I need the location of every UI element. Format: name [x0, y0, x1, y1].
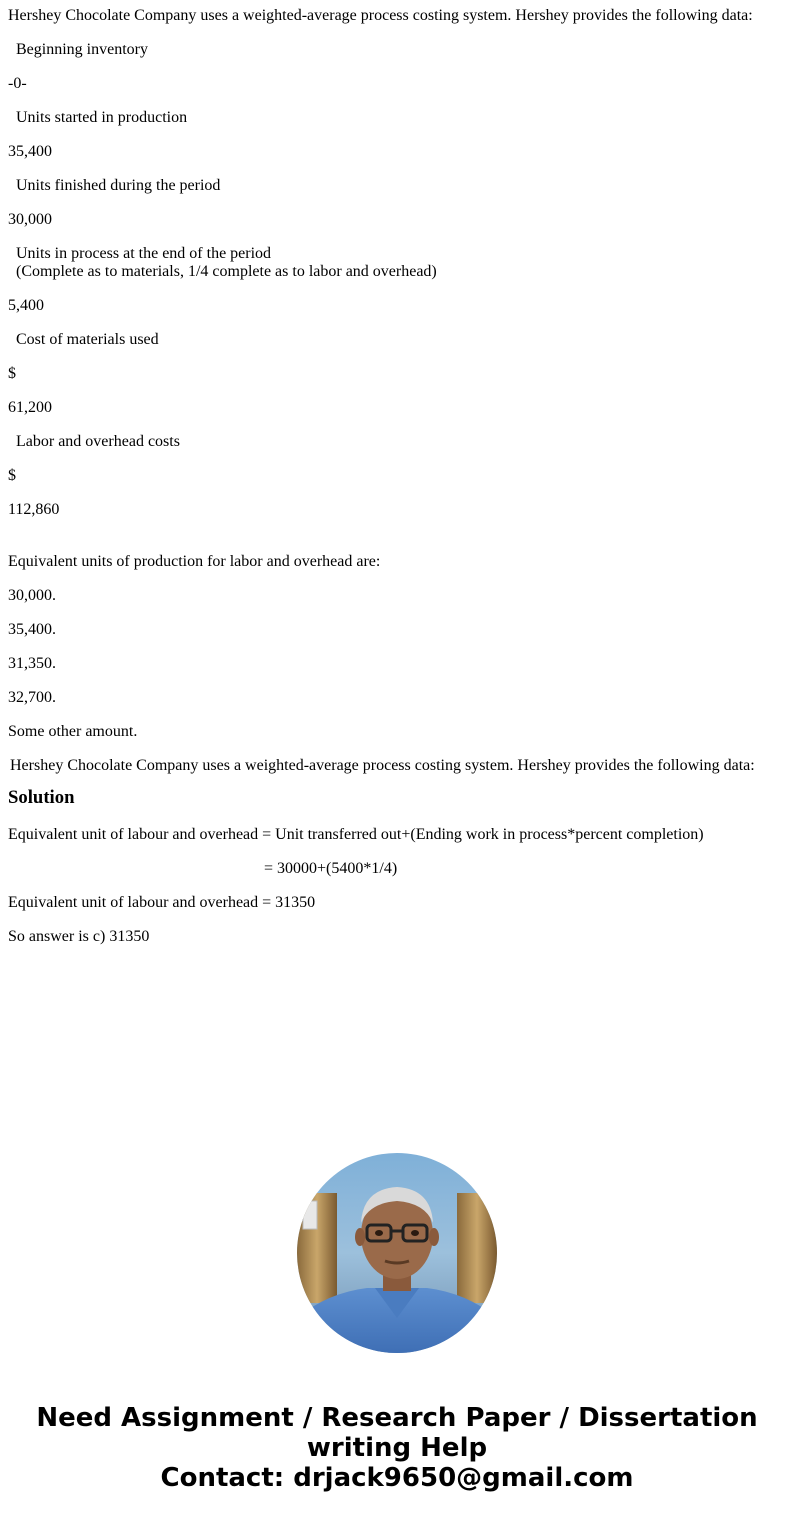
row-label-units-in-process	[8, 237, 786, 289]
row-label-labor-overhead: Labor and overhead costs	[16, 433, 180, 450]
question-intro-repeat: Hershey Chocolate Company uses a weighted-average process costing system. Hershey provides the following data:	[10, 757, 755, 774]
promo-banner	[0, 1403, 794, 1493]
option-a: 30,000.	[8, 587, 56, 604]
row-value-units-finished: 30,000	[8, 211, 52, 228]
promo-line-2: writing Help	[306, 1433, 488, 1463]
spacer	[8, 527, 786, 545]
solution-line-2: = 30000+(5400*1/4)	[264, 860, 398, 877]
row-value-materials-cost: 61,200	[8, 399, 52, 416]
tutor-avatar	[297, 1153, 497, 1353]
option-d: 32,700.	[8, 689, 56, 706]
tutor-photo	[297, 1153, 497, 1353]
units-in-process-label: Units in process at the end of the period	[16, 245, 272, 262]
promo-line-1: Need Assignment / Research Paper / Dissertation	[36, 1403, 758, 1433]
row-label-beginning-inventory: Beginning inventory	[16, 41, 148, 58]
option-b: 35,400.	[8, 621, 56, 638]
row-label-units-started: Units started in production	[16, 109, 188, 126]
option-c: 31,350.	[8, 655, 56, 672]
row-currency-materials-cost: $	[8, 365, 16, 382]
promo-contact: Contact: drjack9650@gmail.com	[160, 1463, 634, 1493]
solution-line-1: Equivalent unit of labour and overhead = Unit transferred out+(Ending work in process*percent completion)	[8, 826, 704, 843]
option-e: Some other amount.	[8, 723, 138, 740]
row-label-materials-cost: Cost of materials used	[16, 331, 159, 348]
row-value-labor-overhead: 112,860	[8, 501, 60, 518]
solution-line-4: So answer is c) 31350	[8, 928, 150, 945]
question-intro: Hershey Chocolate Company uses a weighted-average process costing system. Hershey provides the following data:	[8, 7, 753, 24]
row-value-units-started: 35,400	[8, 143, 52, 160]
row-value-beginning-inventory: -0-	[8, 75, 27, 92]
question-prompt: Equivalent units of production for labor and overhead are:	[8, 553, 381, 570]
row-currency-labor-overhead: $	[8, 467, 16, 484]
units-in-process-sublabel: (Complete as to materials, 1/4 complete as to labor and overhead)	[16, 263, 437, 280]
solution-heading: Solution	[8, 787, 75, 808]
row-value-units-in-process: 5,400	[8, 297, 44, 314]
row-label-units-finished: Units finished during the period	[16, 177, 221, 194]
solution-line-3: Equivalent unit of labour and overhead = 31350	[8, 894, 316, 911]
